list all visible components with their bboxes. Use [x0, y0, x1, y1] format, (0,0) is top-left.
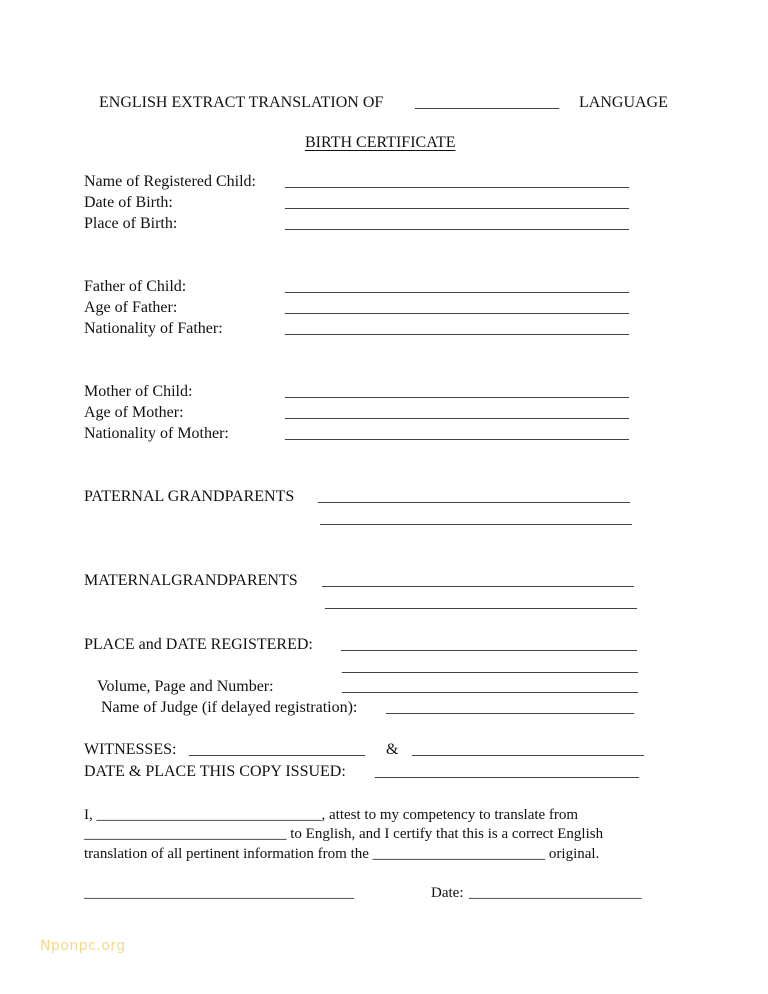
volume-page-number-label: Volume, Page and Number:	[97, 678, 274, 695]
volume-page-number-blank[interactable]: _____________________________________	[342, 678, 638, 695]
header-title-prefix: ENGLISH EXTRACT TRANSLATION OF	[99, 94, 384, 111]
father-nationality-label: Nationality of Father:	[84, 320, 223, 337]
child-pob-blank[interactable]: ___________________________________________	[285, 215, 629, 232]
source-language-blank[interactable]: __________________	[415, 94, 559, 111]
father-nationality-blank[interactable]: ___________________________________________	[285, 320, 629, 337]
mother-name-blank[interactable]: ___________________________________________	[285, 383, 629, 400]
document-title: BIRTH CERTIFICATE	[305, 134, 456, 151]
watermark: Nponpc.org	[40, 938, 126, 954]
mother-name-label: Mother of Child:	[84, 383, 193, 400]
witnesses-label: WITNESSES:	[84, 741, 177, 758]
judge-name-blank[interactable]: _______________________________	[386, 699, 634, 716]
child-dob-blank[interactable]: ___________________________________________	[285, 194, 629, 211]
mother-age-label: Age of Mother:	[84, 404, 184, 421]
judge-name-label: Name of Judge (if delayed registration):	[101, 699, 358, 716]
place-date-registered-label: PLACE and DATE REGISTERED:	[84, 636, 313, 653]
date-label: Date:	[431, 885, 464, 901]
child-name-label: Name of Registered Child:	[84, 173, 256, 190]
witness-2-blank[interactable]: _____________________________	[412, 741, 644, 758]
maternal-grandparents-blank-1[interactable]: _______________________________________	[322, 572, 634, 589]
child-name-blank[interactable]: ___________________________________________	[285, 173, 629, 190]
header-title-suffix: LANGUAGE	[579, 94, 668, 111]
maternal-grandparents-blank-2[interactable]: _______________________________________	[325, 594, 637, 611]
father-age-blank[interactable]: ___________________________________________	[285, 299, 629, 316]
paternal-grandparents-blank-2[interactable]: _______________________________________	[320, 510, 632, 527]
place-date-registered-blank-1[interactable]: _____________________________________	[341, 636, 637, 653]
attestation-line-3: translation of all pertinent information from the _______________________ original.	[84, 846, 600, 862]
date-blank[interactable]: _______________________	[469, 885, 642, 901]
maternal-grandparents-label: MATERNALGRANDPARENTS	[84, 572, 298, 589]
mother-age-blank[interactable]: ___________________________________________	[285, 404, 629, 421]
father-name-label: Father of Child:	[84, 278, 187, 295]
child-pob-label: Place of Birth:	[84, 215, 178, 232]
paternal-grandparents-label: PATERNAL GRANDPARENTS	[84, 488, 295, 505]
father-name-blank[interactable]: ___________________________________________	[285, 278, 629, 295]
mother-nationality-blank[interactable]: ___________________________________________	[285, 425, 629, 442]
witness-ampersand: &	[386, 741, 399, 758]
child-dob-label: Date of Birth:	[84, 194, 173, 211]
paternal-grandparents-blank-1[interactable]: _______________________________________	[318, 488, 630, 505]
attestation-line-1: I, ______________________________, attest to my competency to translate from	[84, 807, 579, 823]
place-date-registered-blank-2[interactable]: _____________________________________	[342, 658, 638, 675]
father-age-label: Age of Father:	[84, 299, 178, 316]
mother-nationality-label: Nationality of Mother:	[84, 425, 229, 442]
copy-issued-label: DATE & PLACE THIS COPY ISSUED:	[84, 763, 346, 780]
signature-blank[interactable]: ____________________________________	[84, 885, 354, 901]
copy-issued-blank[interactable]: _________________________________	[375, 763, 639, 780]
witness-1-blank[interactable]: ______________________	[189, 741, 365, 758]
attestation-line-2: ___________________________ to English, and I certify that this is a correct English	[84, 826, 604, 842]
